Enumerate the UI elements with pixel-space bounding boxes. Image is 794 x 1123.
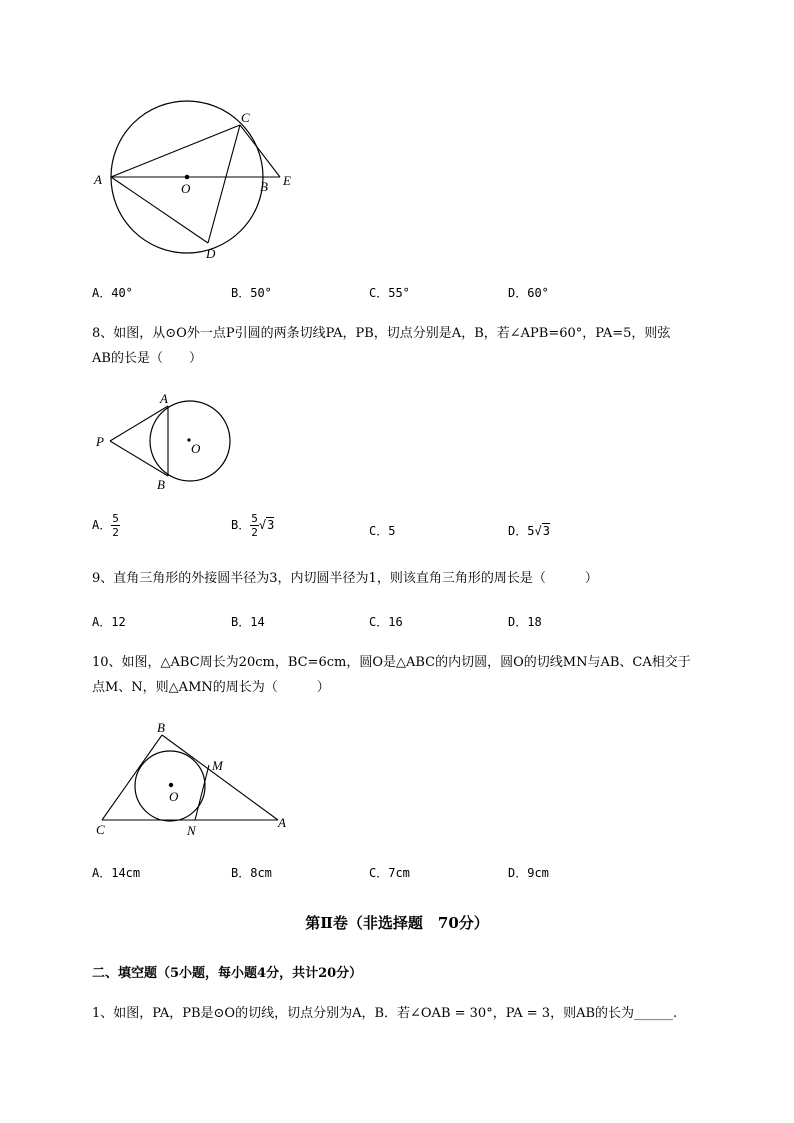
q8-option-b: B． $\frac{5}{2}$ √3 (231, 512, 275, 539)
q9-text-line1: 9、直角三角形的外接圆半径为3，内切圆半径为1，则该直角三角形的周长是（ ） (92, 571, 598, 586)
q8-text-line1: 8、如图，从⊙O外一点P引圆的两条切线PA，PB，切点分别是A，B，若∠APB=60°，PA=5，则弦 (92, 326, 671, 341)
label-b: B (157, 477, 165, 492)
label-p: P (96, 434, 104, 449)
label-m: M (212, 758, 223, 773)
part2-title: 第Ⅱ卷（非选择题 70分） (305, 914, 489, 932)
q7-option-a: A．40° (92, 286, 133, 300)
segment-pb (110, 441, 168, 476)
label-o: O (191, 441, 201, 456)
segment-ce (240, 125, 280, 177)
segment-ad (111, 177, 208, 243)
section2-title: 二、填空题（5小题，每小题4分，共计20分） (92, 966, 363, 981)
segment-cd (208, 125, 240, 243)
q9-option-b: B．14 (231, 615, 265, 629)
label-b: B (260, 179, 268, 194)
label-n: N (187, 823, 196, 838)
figure-q7 (90, 100, 310, 270)
figure-q10 (90, 722, 300, 840)
segment-pa (110, 406, 168, 441)
q10-option-d: D．9cm (508, 866, 549, 880)
label-b: B (157, 722, 165, 735)
label-d: D (206, 246, 216, 261)
q10-option-a: A．14cm (92, 866, 141, 880)
q8-option-d: D．5√3 (508, 524, 550, 538)
q8-option-a: A． $\frac{5}{2}$ (92, 512, 119, 539)
q8-option-c: C．5 (369, 524, 396, 538)
fill1-text-line1: 1、如图，PA，PB是⊙O的切线，切点分别为A，B．若∠OAB = 30°，PA = 3，则AB的长为______. (92, 1006, 678, 1021)
q9-option-c: C．16 (369, 615, 403, 629)
q7-option-d: D．60° (508, 286, 549, 300)
q9-option-d: D．18 (508, 615, 542, 629)
label-o: O (169, 789, 179, 804)
label-e: E (283, 173, 291, 188)
label-c: C (96, 822, 105, 837)
q7-option-c: C．55° (369, 286, 410, 300)
segment-ba (162, 735, 278, 820)
q8-text-line2: AB的长是（ ） (92, 351, 202, 366)
q10-text-line1: 10、如图，△ABC周长为20cm，BC=6cm，圆O是△ABC的内切圆，圆O的切线MN与AB、CA相交于 (92, 655, 691, 670)
q10-text-line2: 点M、N，则△AMN的周长为（ ） (92, 680, 330, 695)
center-dot (169, 783, 173, 787)
fraction: $\frac{5}{2}$ (251, 512, 258, 539)
center-dot (185, 175, 190, 180)
sqrt-symbol: √3 (534, 524, 550, 538)
figure-q8 (90, 388, 240, 492)
q10-option-c: C．7cm (369, 866, 410, 880)
fraction: $\frac{5}{2}$ (112, 512, 119, 539)
label-a: A (278, 815, 286, 830)
q7-option-b: B．50° (231, 286, 272, 300)
q9-option-a: A．12 (92, 615, 126, 629)
sqrt-symbol: √3 (258, 518, 275, 532)
label-o: O (181, 181, 191, 196)
label-a: A (94, 172, 102, 187)
q10-option-b: B．8cm (231, 866, 272, 880)
segment-ac (111, 125, 240, 177)
label-a: A (160, 391, 168, 406)
segment-cb (102, 735, 162, 820)
label-c: C (241, 110, 250, 125)
